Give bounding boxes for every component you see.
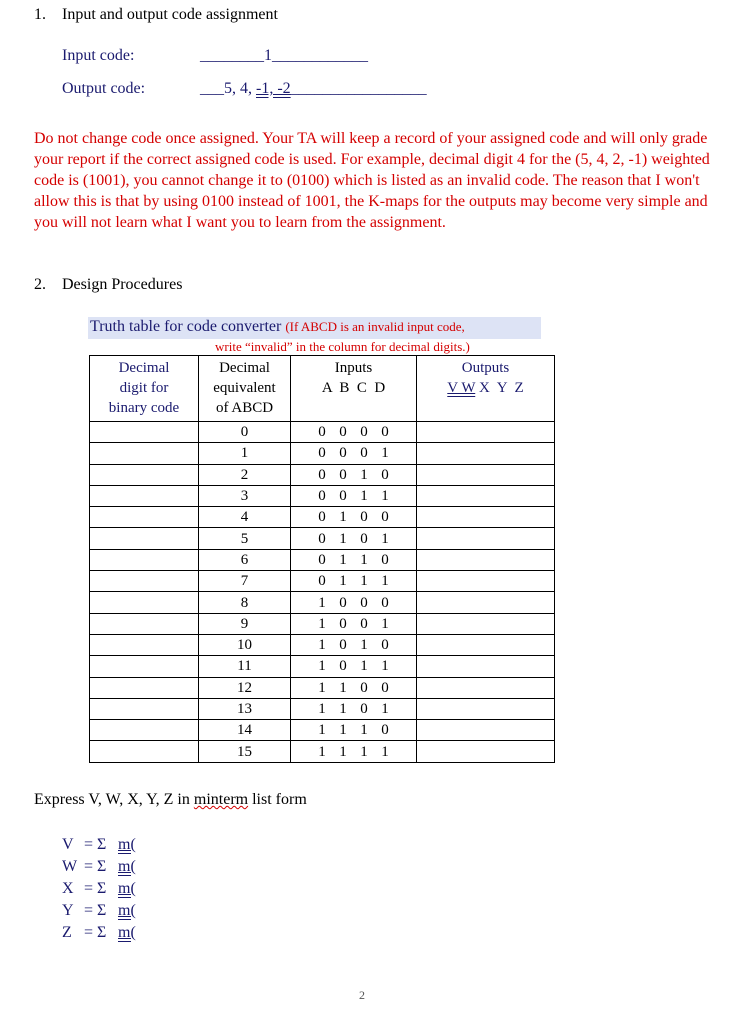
input-bit: 0 [360, 701, 368, 717]
input-bit: 0 [381, 637, 389, 654]
input-bit: 1 [339, 679, 347, 696]
table-row [90, 549, 555, 570]
inputs-cell [291, 464, 417, 485]
inputs-cell [291, 634, 417, 655]
truth-table [89, 355, 555, 763]
input-bit: 0 [339, 615, 347, 632]
minterm-field[interactable]: m( [118, 858, 136, 875]
input-bit: 1 [360, 637, 368, 654]
minterm-var: W [62, 858, 78, 875]
minterm-field[interactable]: m( [118, 902, 136, 919]
table-row [90, 464, 555, 485]
header-decimal-digit: Decimal digit for binary code [90, 356, 199, 422]
decimal-digit-cell[interactable] [90, 443, 199, 464]
input-bit: 0 [360, 530, 368, 547]
outputs-cell[interactable] [417, 741, 555, 762]
decimal-equivalent-cell: 3 [199, 485, 291, 506]
table-row [90, 613, 555, 634]
input-code-field[interactable] [200, 47, 368, 65]
input-bit: 1 [339, 701, 347, 717]
express-instruction: Express V, W, X, Y, Z in minterm list form [34, 791, 307, 808]
inputs-cell [291, 422, 417, 443]
input-bit: 1 [381, 445, 389, 462]
outputs-cell[interactable] [417, 677, 555, 698]
input-bit: 1 [360, 488, 368, 505]
input-bit: 1 [360, 466, 368, 483]
minterm-field[interactable]: m( [118, 836, 136, 853]
decimal-digit-cell[interactable] [90, 592, 199, 613]
input-bit: 0 [381, 594, 389, 611]
input-code-label: Input code: [62, 47, 135, 64]
input-bit: 1 [381, 488, 389, 505]
decimal-digit-cell[interactable] [90, 464, 199, 485]
minterm-sigma: = Σ [84, 902, 107, 919]
minterm-row [62, 900, 136, 922]
input-bit: 0 [381, 551, 389, 568]
minterm-sigma: = Σ [84, 836, 107, 853]
decimal-equivalent-cell: 8 [199, 592, 291, 613]
decimal-digit-cell[interactable] [90, 741, 199, 762]
decimal-digit-cell[interactable] [90, 656, 199, 677]
table-row [90, 443, 555, 464]
outputs-cell[interactable] [417, 464, 555, 485]
inputs-cell [291, 656, 417, 677]
minterm-field[interactable]: m( [118, 924, 136, 941]
input-bit: 1 [318, 679, 326, 696]
input-bit: 0 [318, 488, 326, 505]
table-row [90, 592, 555, 613]
table-row [90, 677, 555, 698]
outputs-cell[interactable] [417, 485, 555, 506]
table-row [90, 698, 555, 719]
decimal-equivalent-cell: 7 [199, 571, 291, 592]
table-caption [90, 318, 465, 336]
outputs-cell[interactable] [417, 613, 555, 634]
input-bit: 0 [339, 445, 347, 462]
decimal-equivalent-cell: 14 [199, 720, 291, 741]
minterm-var: V [62, 836, 74, 853]
input-bit: 1 [360, 573, 368, 590]
inputs-cell [291, 507, 417, 528]
table-row [90, 485, 555, 506]
input-bit: 1 [339, 573, 347, 590]
input-bit: 1 [339, 551, 347, 568]
input-bit: 1 [381, 615, 389, 632]
input-bit: 0 [360, 594, 368, 611]
input-bit: 1 [318, 722, 326, 739]
minterm-var: X [62, 880, 74, 897]
input-bit: 0 [360, 424, 368, 441]
inputs-cell [291, 485, 417, 506]
page-number: 2 [359, 988, 365, 1002]
outputs-cell[interactable] [417, 634, 555, 655]
outputs-cell[interactable] [417, 571, 555, 592]
input-bit: 1 [360, 722, 368, 739]
input-bit: 0 [381, 509, 389, 526]
input-bit: 0 [318, 573, 326, 590]
inputs-cell [291, 592, 417, 613]
input-bit: 0 [381, 424, 389, 441]
table-row [90, 571, 555, 592]
inputs-cell [291, 613, 417, 634]
input-bit: 1 [318, 658, 326, 675]
outputs-cell[interactable] [417, 720, 555, 741]
decimal-digit-cell[interactable] [90, 677, 199, 698]
decimal-digit-cell[interactable] [90, 571, 199, 592]
decimal-equivalent-cell: 9 [199, 613, 291, 634]
table-row [90, 720, 555, 741]
input-bit: 1 [339, 743, 347, 760]
input-bit: 0 [339, 488, 347, 505]
outputs-cell[interactable] [417, 592, 555, 613]
table-row [90, 528, 555, 549]
inputs-cell [291, 741, 417, 762]
decimal-equivalent-cell: 4 [199, 507, 291, 528]
input-bit: 1 [381, 658, 389, 675]
input-bit: 1 [381, 573, 389, 590]
outputs-cell[interactable] [417, 656, 555, 677]
input-bit: 0 [360, 679, 368, 696]
decimal-equivalent-cell: 2 [199, 464, 291, 485]
minterm-var: Y [62, 902, 74, 919]
header-outputs: Outputs V W X Y Z [417, 356, 555, 422]
input-blank-left: ________ [200, 47, 264, 64]
outputs-cell[interactable] [417, 507, 555, 528]
inputs-cell [291, 698, 417, 719]
minterm-field[interactable]: m( [118, 880, 136, 897]
outputs-cell[interactable] [417, 443, 555, 464]
decimal-digit-cell[interactable] [90, 720, 199, 741]
input-bit: 1 [381, 701, 389, 717]
minterm-row [62, 834, 136, 856]
input-bit: 0 [318, 509, 326, 526]
decimal-equivalent-cell: 11 [199, 656, 291, 677]
input-bit: 0 [381, 722, 389, 739]
decimal-equivalent-cell: 5 [199, 528, 291, 549]
header-decimal-equivalent: Decimal equivalent of ABCD [199, 356, 291, 422]
decimal-equivalent-cell: 10 [199, 634, 291, 655]
table-row [90, 656, 555, 677]
minterm-row [62, 878, 136, 900]
table-row [90, 634, 555, 655]
decimal-digit-cell[interactable] [90, 613, 199, 634]
table-row [90, 507, 555, 528]
decimal-digit-cell[interactable] [90, 698, 199, 719]
decimal-digit-cell[interactable] [90, 528, 199, 549]
inputs-cell [291, 443, 417, 464]
input-bit: 0 [339, 594, 347, 611]
caption-note-2: write “invalid” in the column for decimal digits.) [215, 339, 470, 354]
input-bit: 1 [318, 743, 326, 760]
minterm-list [62, 834, 136, 944]
input-bit: 1 [360, 658, 368, 675]
input-bit: 0 [339, 658, 347, 675]
input-bit: 0 [339, 424, 347, 441]
decimal-digit-cell[interactable] [90, 507, 199, 528]
decimal-equivalent-cell: 6 [199, 549, 291, 570]
input-bit: 1 [339, 722, 347, 739]
input-bit: 0 [318, 551, 326, 568]
decimal-digit-cell[interactable] [90, 549, 199, 570]
input-bit: 1 [381, 530, 389, 547]
input-bit: 1 [360, 743, 368, 760]
input-bit: 1 [360, 551, 368, 568]
input-bit: 1 [339, 530, 347, 547]
minterm-sigma: = Σ [84, 880, 107, 897]
decimal-digit-cell[interactable] [90, 422, 199, 443]
input-bit: 1 [318, 615, 326, 632]
input-bit: 1 [339, 509, 347, 526]
input-bit: 0 [360, 445, 368, 462]
input-bit: 0 [318, 424, 326, 441]
input-bit: 1 [318, 637, 326, 654]
decimal-equivalent-cell: 15 [199, 741, 291, 762]
decimal-equivalent-cell: 1 [199, 443, 291, 464]
header-inputs: Inputs A B C D [291, 356, 417, 422]
input-bit: 0 [339, 466, 347, 483]
input-code-value: 1 [264, 47, 272, 64]
inputs-cell [291, 720, 417, 741]
input-bit: 1 [318, 701, 326, 717]
output-blank-right: _________________ [290, 80, 427, 97]
inputs-cell [291, 571, 417, 592]
decimal-digit-cell[interactable] [90, 485, 199, 506]
outputs-cell[interactable] [417, 422, 555, 443]
minterm-row [62, 856, 136, 878]
output-code-field[interactable] [200, 80, 427, 98]
inputs-cell [291, 549, 417, 570]
minterm-sigma: = Σ [84, 924, 107, 941]
output-code-value-b: -1, -2 [256, 80, 291, 97]
decimal-equivalent-cell: 13 [199, 698, 291, 719]
decimal-digit-cell[interactable] [90, 634, 199, 655]
output-code-label: Output code: [62, 80, 146, 97]
input-bit: 0 [318, 530, 326, 547]
decimal-equivalent-cell: 12 [199, 677, 291, 698]
input-bit: 0 [360, 509, 368, 526]
minterm-sigma: = Σ [84, 858, 107, 875]
input-bit: 1 [318, 594, 326, 611]
input-blank-right: ____________ [272, 47, 368, 64]
outputs-cell[interactable] [417, 698, 555, 719]
inputs-cell [291, 677, 417, 698]
section1-heading: 1. Input and output code assignment [34, 6, 278, 23]
input-bit: 0 [381, 679, 389, 696]
minterm-var: Z [62, 924, 72, 941]
section2-heading: 2. Design Procedures [34, 276, 183, 293]
caption-note-1: (If ABCD is an invalid input code, [285, 319, 465, 334]
table-row [90, 741, 555, 762]
input-bit: 0 [339, 637, 347, 654]
input-bit: 0 [318, 445, 326, 462]
input-bit: 0 [360, 615, 368, 632]
notice-paragraph: Do not change code once assigned. Your TA will keep a record of your assigned code and will only grade your report if the correct assigned code is used. For example, decimal digit 4 for the (5, 4, 2, -1) weighted code is (1001), you cannot change it to (0100) which is listed as an invalid code. The reason that I won't allow this is that by using 0100 instead of 1001, the K-maps for the outputs may become very simple and you will not learn what I want you to learn from the assignment. [34, 130, 710, 231]
inputs-cell [291, 528, 417, 549]
input-bit: 1 [381, 743, 389, 760]
decimal-equivalent-cell: 0 [199, 422, 291, 443]
caption-main: Truth table for code converter [90, 318, 282, 335]
table-row [90, 422, 555, 443]
output-code-value-a: 5, 4, [224, 80, 252, 97]
input-bit: 0 [318, 466, 326, 483]
outputs-cell[interactable] [417, 528, 555, 549]
input-bit: 0 [381, 466, 389, 483]
outputs-cell[interactable] [417, 549, 555, 570]
output-blank-left: ___ [200, 80, 224, 97]
minterm-row [62, 922, 136, 944]
